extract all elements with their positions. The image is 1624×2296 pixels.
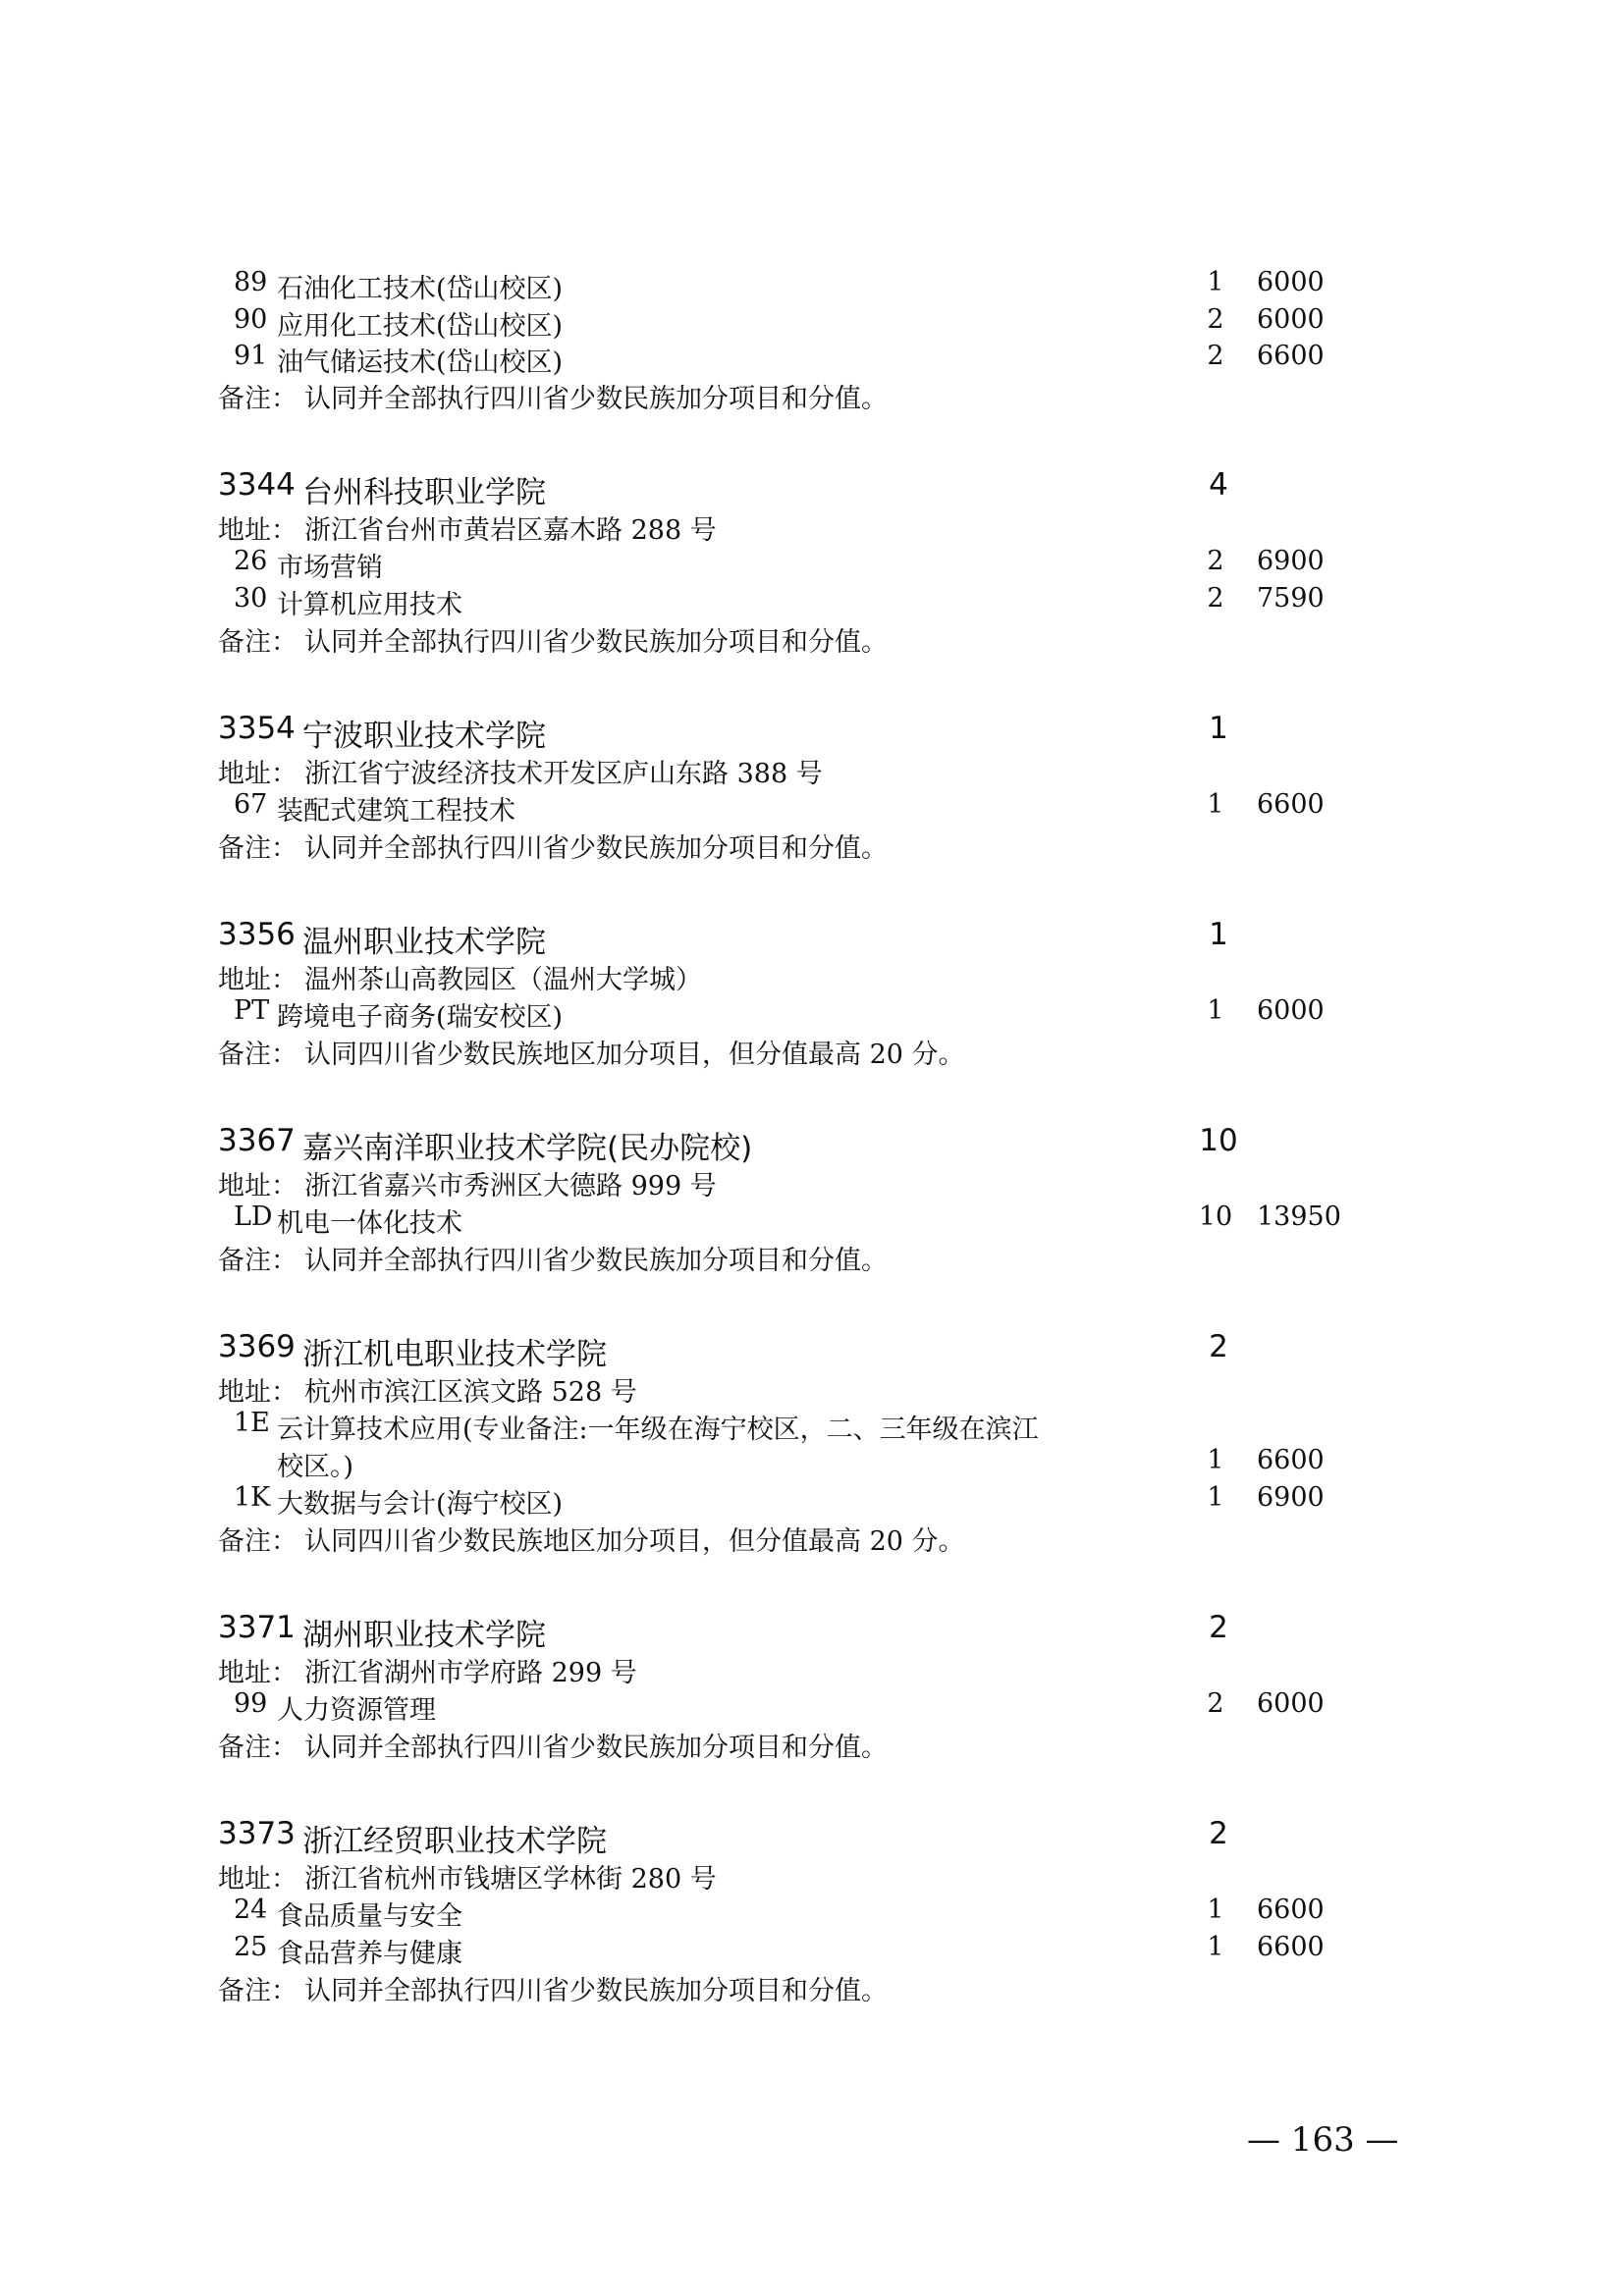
address-text: 浙江省湖州市学府路 299 号 [304,1658,637,1688]
major-quota: 1 [1207,267,1224,297]
remark-text: 认同并全部执行四川省少数民族加分项目和分值。 [304,833,888,864]
institution-quota: 10 [1199,1123,1238,1158]
address-text: 浙江省嘉兴市秀洲区大德路 999 号 [304,1171,717,1201]
major-row [0,789,1624,827]
address-label: 地址： [218,965,298,995]
institution-name: 宁波职业技术学院 [302,719,546,754]
address-label: 地址： [218,1864,298,1895]
major-code: 25 [234,1932,268,1962]
major-code: 24 [234,1895,268,1925]
remark-label: 备注： [218,1246,298,1276]
institution-header [0,1123,1624,1166]
institution-header [0,1329,1624,1372]
remark-label: 备注： [218,627,298,658]
major-row [0,1482,1624,1520]
institution-address [0,1651,1624,1688]
remark-text: 认同并全部执行四川省少数民族加分项目和分值。 [304,627,888,658]
institution-address [0,752,1624,789]
remark-line [0,1726,1624,1763]
major-name: 机电一体化技术 [277,1208,462,1239]
major-quota: 1 [1207,1932,1224,1962]
address-text: 浙江省台州市黄岩区嘉木路 288 号 [304,515,717,546]
major-tuition: 6600 [1257,1445,1325,1475]
major-name: 油气储运技术(岱山校区) [277,347,564,378]
major-row [0,1445,1624,1482]
remark-line [0,1033,1624,1070]
institution-quota: 1 [1209,711,1228,746]
major-quota: 1 [1207,789,1224,820]
address-label: 地址： [218,1658,298,1688]
remark-label: 备注： [218,1976,298,2006]
institution-address [0,1857,1624,1895]
remark-label: 备注： [218,384,298,414]
institution-header [0,711,1624,754]
institution-code: 3344 [218,467,296,503]
institution-address [0,508,1624,546]
major-name: 市场营销 [277,553,383,583]
institution-address [0,958,1624,995]
major-tuition: 13950 [1257,1201,1341,1232]
major-quota: 1 [1207,995,1224,1026]
major-tuition: 6900 [1257,546,1325,576]
remark-label: 备注： [218,1526,298,1557]
remark-label: 备注： [218,833,298,864]
address-text: 杭州市滨江区滨文路 528 号 [304,1377,637,1408]
major-row [0,304,1624,342]
major-code: 90 [234,304,268,335]
major-name: 石油化工技术(岱山校区) [277,274,564,304]
address-text: 浙江省宁波经济技术开发区庐山东路 388 号 [304,759,823,789]
institution-quota: 2 [1209,1610,1228,1645]
major-name: 跨境电子商务(瑞安校区) [277,1002,564,1033]
institution-quota: 2 [1209,1816,1228,1851]
major-name: 装配式建筑工程技术 [277,796,515,827]
major-name: 人力资源管理 [277,1695,436,1726]
major-quota: 10 [1198,1201,1233,1232]
institution-name: 温州职业技术学院 [302,925,546,960]
institution-code: 3371 [218,1610,296,1645]
major-code: LD [234,1201,273,1232]
remark-label: 备注： [218,1040,298,1070]
institution-code: 3354 [218,711,296,746]
institution-name: 湖州职业技术学院 [302,1618,546,1653]
major-name: 应用化工技术(岱山校区) [277,311,564,342]
major-row [0,995,1624,1033]
major-row [0,267,1624,304]
major-row [0,1895,1624,1932]
major-quota: 2 [1207,583,1224,614]
major-tuition: 6000 [1257,1688,1325,1719]
major-row [0,1201,1624,1239]
major-row [0,1688,1624,1726]
major-tuition: 6600 [1257,1895,1325,1925]
major-row [0,1932,1624,1969]
institution-header [0,467,1624,510]
institution-header [0,917,1624,960]
remark-line [0,1239,1624,1276]
major-code: 99 [234,1688,268,1719]
major-tuition: 6000 [1257,995,1325,1026]
major-code: 67 [234,789,268,820]
institution-name: 嘉兴南洋职业技术学院(民办院校) [302,1131,753,1166]
major-tuition: 6600 [1257,789,1325,820]
institution-quota: 1 [1209,917,1228,952]
major-quota: 1 [1207,1482,1224,1513]
address-label: 地址： [218,759,298,789]
institution-name: 台州科技职业学院 [302,475,546,510]
major-name: 食品营养与健康 [277,1939,462,1969]
major-tuition: 6000 [1257,267,1325,297]
major-name: 计算机应用技术 [277,590,462,620]
address-label: 地址： [218,515,298,546]
institution-quota: 4 [1209,467,1228,503]
major-quota: 2 [1207,341,1224,371]
remark-text: 认同并全部执行四川省少数民族加分项目和分值。 [304,384,888,414]
major-row [0,583,1624,620]
page-number: — 163 — [1247,2120,1399,2160]
major-tuition: 6600 [1257,341,1325,371]
major-code: 89 [234,267,268,297]
institution-address [0,1370,1624,1408]
major-quota: 1 [1207,1895,1224,1925]
major-tuition: 6900 [1257,1482,1325,1513]
major-code: 1K [234,1482,271,1513]
remark-line [0,620,1624,658]
major-row [0,1408,1624,1445]
major-code: 91 [234,341,268,371]
major-quota: 2 [1207,304,1224,335]
remark-text: 认同四川省少数民族地区加分项目，但分值最高 20 分。 [304,1040,965,1070]
major-name: 食品质量与安全 [277,1901,462,1932]
remark-text: 认同并全部执行四川省少数民族加分项目和分值。 [304,1976,888,2006]
major-name-continued: 校区。) [277,1452,354,1482]
institution-quota: 2 [1209,1329,1228,1364]
address-label: 地址： [218,1377,298,1408]
institution-address [0,1164,1624,1201]
institution-code: 3367 [218,1123,296,1158]
remark-line [0,1969,1624,2006]
address-text: 温州茶山高教园区（温州大学城） [304,965,702,995]
institution-code: 3356 [218,917,296,952]
address-label: 地址： [218,1171,298,1201]
remark-text: 认同并全部执行四川省少数民族加分项目和分值。 [304,1733,888,1763]
institution-header [0,1610,1624,1653]
institution-name: 浙江经贸职业技术学院 [302,1824,607,1859]
major-code: 1E [234,1408,270,1438]
major-quota: 2 [1207,1688,1224,1719]
major-quota: 2 [1207,546,1224,576]
major-quota: 1 [1207,1445,1224,1475]
major-row [0,341,1624,378]
major-name: 大数据与会计(海宁校区) [277,1489,564,1520]
major-tuition: 6000 [1257,304,1325,335]
remark-line [0,377,1624,414]
institution-code: 3369 [218,1329,296,1364]
major-code: 26 [234,546,268,576]
remark-line [0,827,1624,864]
major-name: 云计算技术应用(专业备注:一年级在海宁校区，二、三年级在滨江 [277,1415,1039,1445]
institution-header [0,1816,1624,1859]
remark-label: 备注： [218,1733,298,1763]
institution-name: 浙江机电职业技术学院 [302,1337,607,1372]
address-text: 浙江省杭州市钱塘区学林街 280 号 [304,1864,717,1895]
institution-code: 3373 [218,1816,296,1851]
major-row [0,546,1624,583]
remark-text: 认同并全部执行四川省少数民族加分项目和分值。 [304,1246,888,1276]
remark-line [0,1520,1624,1557]
major-tuition: 7590 [1257,583,1325,614]
remark-text: 认同四川省少数民族地区加分项目，但分值最高 20 分。 [304,1526,965,1557]
major-tuition: 6600 [1257,1932,1325,1962]
major-code: PT [234,995,270,1026]
major-code: 30 [234,583,268,614]
